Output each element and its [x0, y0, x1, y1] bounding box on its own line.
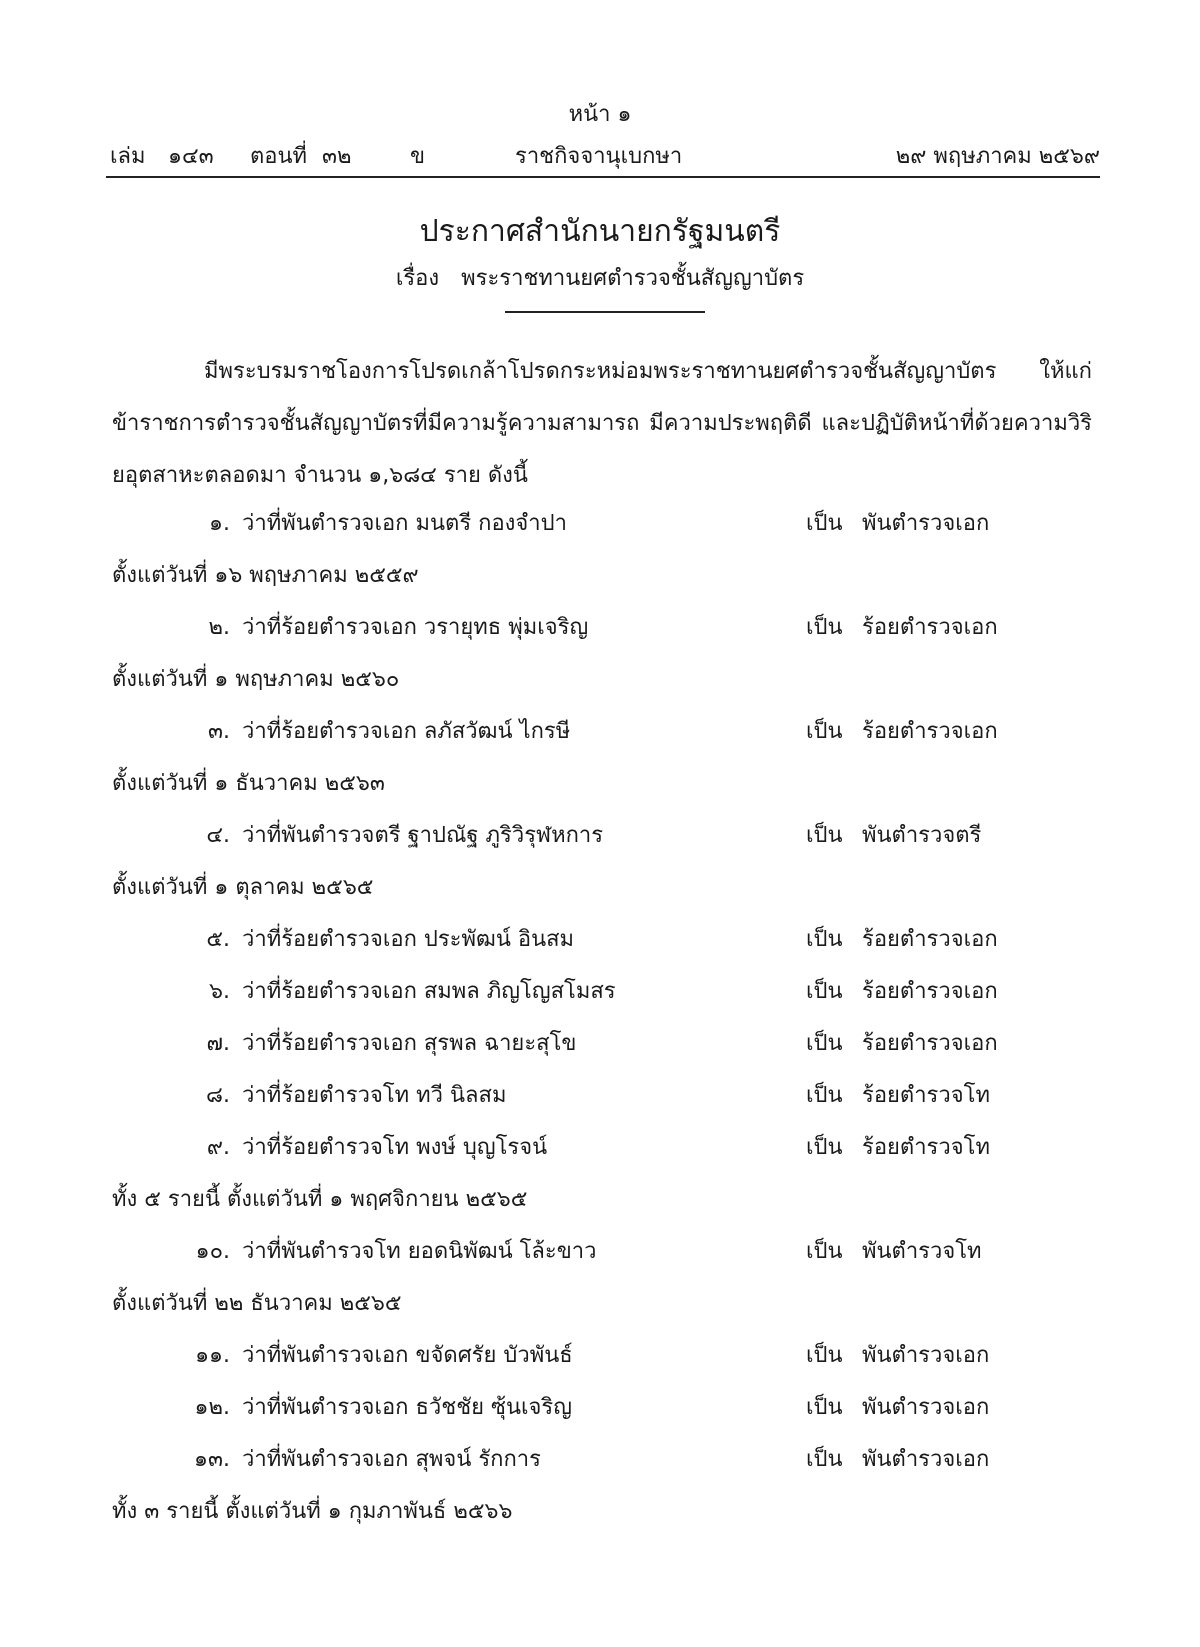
as-word: เป็น	[806, 1395, 843, 1420]
effective-date-line	[0, 862, 1200, 914]
appointment-entry	[0, 914, 1200, 966]
effective-date-line	[0, 550, 1200, 602]
issue-label: ตอนที่	[250, 144, 308, 169]
entry-number: ๑๑.	[195, 1343, 230, 1368]
granted-rank: ร้อยตำรวจเอก	[862, 615, 998, 640]
granted-rank: ร้อยตำรวจโท	[862, 1083, 990, 1108]
entry-number: ๗.	[206, 1031, 230, 1056]
effective-date: ทั้ง ๕ รายนี้ ตั้งแต่วันที่ ๑ พฤศจิกายน ๒๕๖๕	[112, 1187, 528, 1212]
as-word: เป็น	[806, 823, 843, 848]
as-word: เป็น	[806, 719, 843, 744]
officer-name: ว่าที่พันตำรวจเอก ขจัดศรัย บัวพันธ์	[242, 1343, 573, 1368]
effective-date-line	[0, 1486, 1200, 1538]
appointment-entry	[0, 1070, 1200, 1122]
granted-rank: พันตำรวจตรี	[862, 823, 982, 848]
granted-rank: พันตำรวจเอก	[862, 1447, 990, 1472]
as-word: เป็น	[806, 1031, 843, 1056]
volume-label: เล่ม	[110, 144, 146, 169]
officer-name: ว่าที่ร้อยตำรวจเอก วรายุทธ พุ่มเจริญ	[242, 615, 589, 640]
effective-date-line	[0, 758, 1200, 810]
officer-name: ว่าที่พันตำรวจเอก มนตรี กองจำปา	[242, 511, 567, 536]
subject-text: พระราชทานยศตำรวจชั้นสัญญาบัตร	[461, 266, 805, 291]
officer-name: ว่าที่ร้อยตำรวจเอก ประพัฒน์ อินสม	[242, 927, 575, 952]
entry-number: ๒.	[208, 615, 230, 640]
intro-paragraph: มีพระบรมราชโองการโปรดเกล้าโปรดกระหม่อมพระราชทานยศตำรวจชั้นสัญญาบัตร ให้แก่ ข้าราชการตำรวจชั้นสัญญาบัตรที่มีความรู้ความสามารถ มีความประพฤติดี และปฏิบัติหน้าที่ด้วยความวิริยอุตสาหะตลอดมา จำนวน ๑,๖๘๔ ราย ดังนี้	[112, 359, 1092, 488]
appointment-list	[0, 498, 1200, 1538]
appointment-entry	[0, 1122, 1200, 1174]
effective-date: ตั้งแต่วันที่ ๒๒ ธันวาคม ๒๕๖๕	[112, 1291, 402, 1316]
entry-number: ๑๓.	[194, 1447, 230, 1472]
appointment-entry	[0, 1226, 1200, 1278]
effective-date: ตั้งแต่วันที่ ๑๖ พฤษภาคม ๒๕๕๙	[112, 563, 419, 588]
officer-name: ว่าที่พันตำรวจตรี ฐาปณัฐ ภูริวิรุฬหการ	[242, 823, 604, 848]
section-letter: ข	[410, 144, 426, 169]
announcement-subject	[0, 260, 1200, 295]
appointment-entry	[0, 810, 1200, 862]
publication-name: ราชกิจจานุเบกษา	[515, 144, 683, 169]
as-word: เป็น	[806, 1083, 843, 1108]
granted-rank: พันตำรวจเอก	[862, 511, 990, 536]
granted-rank: ร้อยตำรวจเอก	[862, 927, 998, 952]
appointment-entry	[0, 602, 1200, 654]
as-word: เป็น	[806, 927, 843, 952]
officer-name: ว่าที่ร้อยตำรวจเอก สุรพล ฉายะสุโข	[242, 1031, 577, 1056]
effective-date: ตั้งแต่วันที่ ๑ พฤษภาคม ๒๕๖๐	[112, 667, 400, 692]
entry-number: ๑๒.	[194, 1395, 230, 1420]
as-word: เป็น	[806, 1239, 843, 1264]
granted-rank: ร้อยตำรวจเอก	[862, 1031, 998, 1056]
granted-rank: ร้อยตำรวจเอก	[862, 719, 998, 744]
officer-name: ว่าที่พันตำรวจเอก ธวัชชัย ซุ้นเจริญ	[242, 1395, 572, 1420]
officer-name: ว่าที่ร้อยตำรวจโท พงษ์ บุญโรจน์	[242, 1135, 548, 1160]
entry-number: ๘.	[206, 1083, 230, 1108]
page-number: หน้า ๑	[568, 102, 632, 127]
gazette-header	[110, 138, 1100, 170]
subject-label: เรื่อง	[395, 266, 440, 291]
officer-name: ว่าที่พันตำรวจเอก สุพจน์ รักการ	[242, 1447, 541, 1472]
granted-rank: ร้อยตำรวจโท	[862, 1135, 990, 1160]
as-word: เป็น	[806, 1447, 843, 1472]
appointment-entry	[0, 1018, 1200, 1070]
granted-rank: พันตำรวจเอก	[862, 1343, 990, 1368]
entry-number: ๙.	[206, 1135, 230, 1160]
officer-name: ว่าที่ร้อยตำรวจเอก สมพล ภิญโญสโมสร	[242, 979, 616, 1004]
as-word: เป็น	[806, 615, 843, 640]
as-word: เป็น	[806, 511, 843, 536]
issue-number: ๓๒	[322, 144, 352, 169]
appointment-entry	[0, 966, 1200, 1018]
volume-number: ๑๔๓	[168, 144, 214, 169]
effective-date: ทั้ง ๓ รายนี้ ตั้งแต่วันที่ ๑ กุมภาพันธ์ ๒๕๖๖	[112, 1499, 513, 1524]
effective-date-line	[0, 1278, 1200, 1330]
appointment-entry	[0, 706, 1200, 758]
header-divider	[106, 176, 1100, 178]
officer-name: ว่าที่พันตำรวจโท ยอดนิพัฒน์ โล้ะขาว	[242, 1239, 597, 1264]
entry-number: ๓.	[207, 719, 230, 744]
entry-number: ๕.	[206, 927, 230, 952]
officer-name: ว่าที่ร้อยตำรวจเอก ลภัสวัฒน์ ไกรษี	[242, 719, 571, 744]
entry-number: ๑.	[209, 511, 230, 536]
appointment-entry	[0, 498, 1200, 550]
publication-date: ๒๙ พฤษภาคม ๒๕๖๙	[895, 144, 1100, 169]
granted-rank: พันตำรวจเอก	[862, 1395, 990, 1420]
effective-date-line	[0, 654, 1200, 706]
entry-number: ๖.	[209, 979, 230, 1004]
effective-date-line	[0, 1174, 1200, 1226]
as-word: เป็น	[806, 979, 843, 1004]
officer-name: ว่าที่ร้อยตำรวจโท ทวี นิลสม	[242, 1083, 507, 1108]
as-word: เป็น	[806, 1343, 843, 1368]
as-word: เป็น	[806, 1135, 843, 1160]
granted-rank: พันตำรวจโท	[862, 1239, 982, 1264]
entry-number: ๔.	[206, 823, 230, 848]
appointment-entry	[0, 1382, 1200, 1434]
entry-number: ๑๐.	[195, 1239, 230, 1264]
effective-date: ตั้งแต่วันที่ ๑ ตุลาคม ๒๕๖๕	[112, 875, 374, 900]
effective-date: ตั้งแต่วันที่ ๑ ธันวาคม ๒๕๖๓	[112, 771, 385, 796]
title-divider	[505, 311, 705, 313]
announcement-title: ประกาศสำนักนายกรัฐมนตรี	[419, 214, 781, 249]
appointment-entry	[0, 1434, 1200, 1486]
appointment-entry	[0, 1330, 1200, 1382]
granted-rank: ร้อยตำรวจเอก	[862, 979, 998, 1004]
